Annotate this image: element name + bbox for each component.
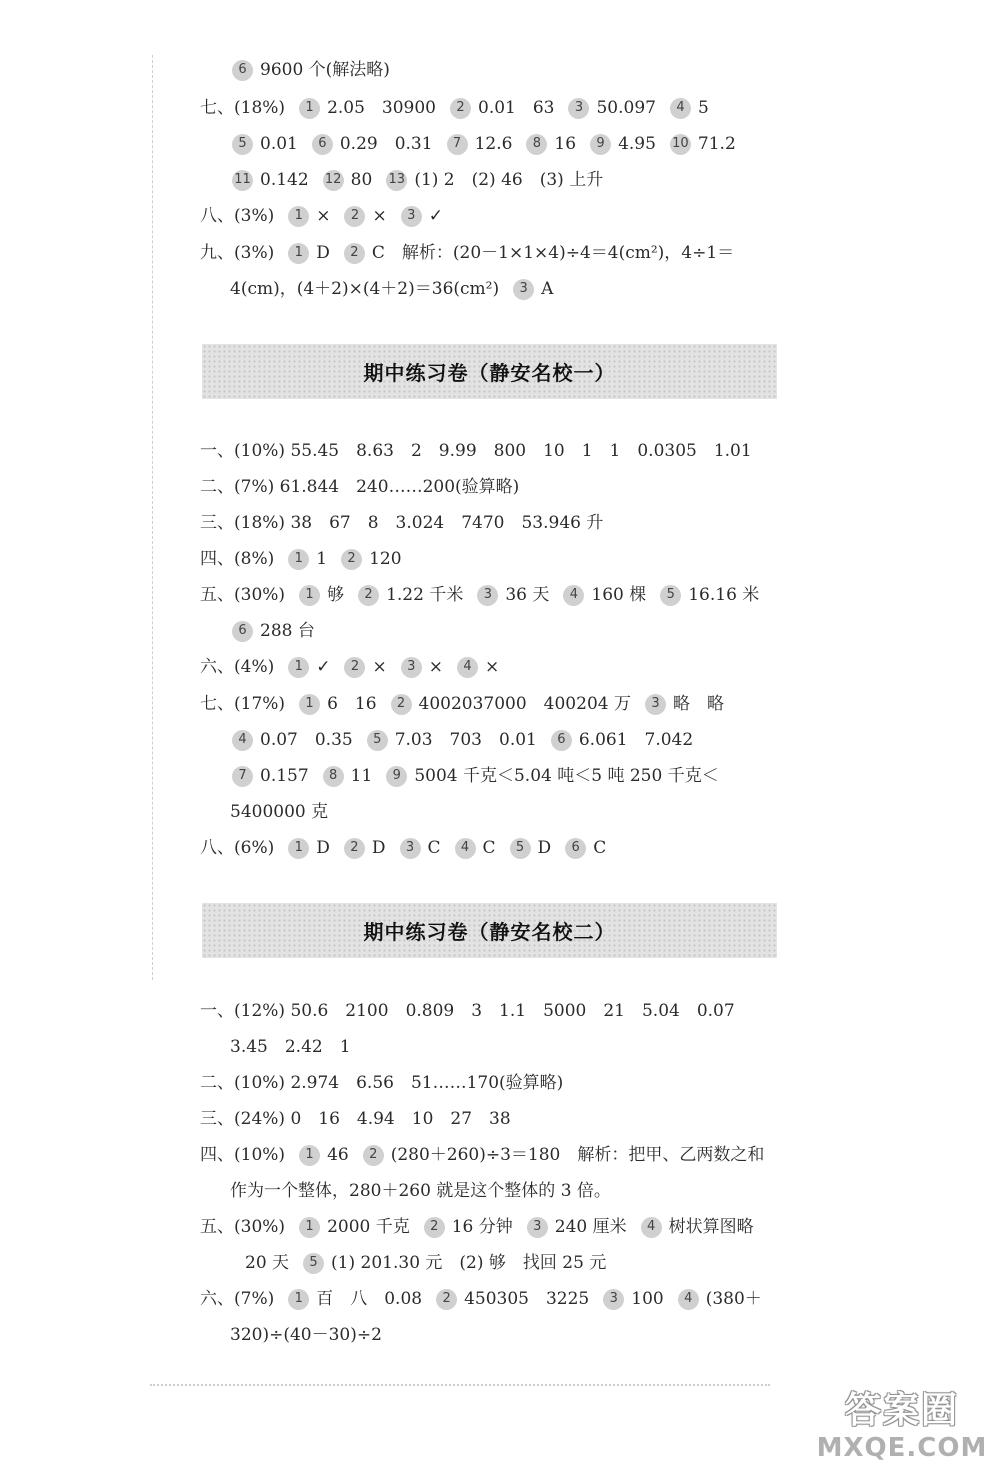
answer-line [200, 204, 443, 228]
question-number-badge: 9 [386, 766, 407, 787]
answer-text: 七、(17%) [200, 694, 286, 714]
answer-line [200, 475, 519, 499]
answer-text: 四、(10%) [200, 1145, 286, 1165]
answer-text: 50.097 [596, 98, 656, 118]
question-number-badge: 2 [344, 657, 365, 678]
answer-line [230, 132, 736, 156]
answer-text: 九、(3%) [200, 243, 275, 263]
answer-line [200, 1215, 754, 1239]
answer-line [200, 511, 603, 535]
question-number-badge: 2 [344, 243, 365, 264]
question-number-badge: 2 [436, 1289, 457, 1310]
section-title-banner [202, 344, 777, 399]
answer-text: 6 16 [327, 694, 377, 714]
question-number-badge: 2 [341, 549, 362, 570]
question-number-badge: 1 [288, 206, 309, 227]
answer-line [230, 764, 719, 788]
answer-text: D [537, 838, 552, 858]
answer-text: 4(cm)，(4＋2)×(4＋2)＝36(cm²) [230, 279, 500, 299]
question-number-badge: 1 [288, 1289, 309, 1310]
answer-text: 百 八 0.08 [316, 1289, 423, 1309]
answer-text: 12.6 [474, 134, 513, 154]
question-number-badge: 1 [288, 243, 309, 264]
answer-text: D [371, 838, 386, 858]
answer-line [230, 619, 315, 643]
answer-text: 作为一个整体，280＋260 就是这个整体的 3 倍。 [230, 1181, 611, 1201]
answer-text: (380＋ [705, 1289, 762, 1309]
question-number-badge: 10 [670, 134, 691, 155]
question-number-badge: 2 [450, 98, 471, 119]
question-number-badge: 1 [299, 694, 320, 715]
question-number-badge: 5 [660, 585, 681, 606]
question-number-badge: 4 [678, 1289, 699, 1310]
question-number-badge: 2 [358, 585, 379, 606]
question-number-badge: 5 [232, 134, 253, 155]
answer-text: × [428, 657, 443, 677]
answer-line [230, 728, 693, 752]
question-number-badge: 11 [232, 170, 253, 191]
answer-line [200, 1107, 511, 1131]
answer-line [245, 1251, 606, 1275]
question-number-badge: 2 [344, 206, 365, 227]
answer-text: 4.95 [618, 134, 656, 154]
answer-line [230, 277, 553, 301]
answer-text: 16.16 米 [688, 585, 760, 605]
question-number-badge: 6 [232, 621, 253, 642]
answer-line [200, 655, 499, 679]
question-number-badge: 12 [323, 170, 344, 191]
answer-text: × [372, 657, 387, 677]
answer-text: 36 天 [505, 585, 550, 605]
question-number-badge: 1 [299, 585, 320, 606]
question-number-badge: 3 [477, 585, 498, 606]
question-number-badge: 8 [526, 134, 547, 155]
question-number-badge: 2 [391, 694, 412, 715]
question-number-badge: 3 [568, 98, 589, 119]
question-number-badge: 5 [303, 1253, 324, 1274]
question-number-badge: 6 [232, 60, 253, 81]
answer-text: ✓ [428, 206, 443, 226]
question-number-badge: 1 [288, 657, 309, 678]
answer-text: C 解析：(20－1×1×4)÷4＝4(cm²)，4÷1＝ [371, 243, 735, 263]
answer-line [200, 836, 606, 860]
question-number-badge: 7 [447, 134, 468, 155]
answer-line [230, 168, 603, 192]
answer-line [200, 583, 759, 607]
answer-text: × [372, 206, 387, 226]
bottom-divider [150, 1384, 770, 1386]
watermark-url: MXQE.COM [816, 1433, 988, 1463]
answer-text: 七、(18%) [200, 98, 286, 118]
question-number-badge: 6 [312, 134, 333, 155]
answer-text: 五、(30%) [200, 585, 286, 605]
answer-text: (1) 2 (2) 46 (3) 上升 [414, 170, 604, 190]
question-number-badge: 1 [288, 549, 309, 570]
answer-text: × [484, 657, 500, 677]
answer-text: (280＋260)÷3＝180 解析：把甲、乙两数之和 [390, 1145, 765, 1165]
question-number-badge: 4 [457, 657, 478, 678]
question-number-badge: 1 [299, 1217, 320, 1238]
question-number-badge: 3 [603, 1289, 624, 1310]
answer-line [200, 547, 402, 571]
answer-text: 5 [697, 98, 709, 118]
question-number-badge: 3 [400, 838, 421, 859]
answer-text: C [427, 838, 441, 858]
question-number-badge: 1 [288, 838, 309, 859]
answer-text: 八、(6%) [200, 838, 275, 858]
answer-text: D [316, 838, 330, 858]
answer-text: 7.03 703 0.01 [394, 730, 537, 750]
answer-text: 略 略 [672, 694, 724, 714]
question-number-badge: 5 [510, 838, 531, 859]
answer-line [230, 1323, 382, 1347]
answer-line [200, 96, 709, 120]
question-number-badge: 3 [645, 694, 666, 715]
question-number-badge: 2 [344, 838, 365, 859]
answer-text: 一、(10%) 55.45 8.63 2 9.99 800 10 1 1 0.0305 1.01 [200, 441, 752, 461]
question-number-badge: 1 [299, 98, 320, 119]
watermark [812, 1382, 992, 1464]
answer-text: A [541, 279, 554, 299]
answer-text: 3.45 2.42 1 [230, 1037, 351, 1057]
answer-text: (1) 201.30 元 (2) 够 找回 25 元 [331, 1253, 607, 1273]
margin-guide-line [152, 55, 153, 980]
question-number-badge: 3 [527, 1217, 548, 1238]
answer-text: 0.29 0.31 [339, 134, 433, 154]
answer-text: 四、(8%) [200, 549, 275, 569]
answer-text: 六、(4%) [200, 657, 275, 677]
answer-text: C [482, 838, 496, 858]
answer-line [200, 1071, 563, 1095]
answer-text: 9600 个(解法略) [260, 60, 390, 80]
answer-text: 0.142 [260, 170, 309, 190]
answer-line [200, 999, 735, 1023]
answer-text: 八、(3%) [200, 206, 275, 226]
answer-line [200, 1287, 762, 1311]
answer-text: 80 [350, 170, 373, 190]
answer-text: 树状算图略 [668, 1217, 754, 1237]
question-number-badge: 6 [565, 838, 586, 859]
question-number-badge: 4 [232, 730, 253, 751]
answer-text: 1.22 千米 [386, 585, 464, 605]
answer-text: 一、(12%) 50.6 2100 0.809 3 1.1 5000 21 5.04 0.07 [200, 1001, 735, 1021]
question-number-badge: 5 [367, 730, 388, 751]
section-title-banner [202, 903, 777, 958]
watermark-logo: 答案圈 [844, 1390, 959, 1431]
answer-text: 16 [554, 134, 577, 154]
answer-text: 5400000 克 [230, 802, 329, 822]
answer-line [230, 58, 390, 82]
answer-text: × [316, 206, 331, 226]
question-number-badge: 4 [641, 1217, 662, 1238]
question-number-badge: 9 [590, 134, 611, 155]
answer-line [200, 1143, 764, 1167]
answer-text: D [316, 243, 330, 263]
answer-text: 46 [327, 1145, 349, 1165]
answer-text: 0.01 [260, 134, 298, 154]
answer-text: 450305 3225 [464, 1289, 590, 1309]
question-number-badge: 3 [401, 657, 422, 678]
answer-text: 2.05 30900 [327, 98, 436, 118]
answer-text: 16 分钟 [451, 1217, 513, 1237]
question-number-badge: 2 [363, 1145, 384, 1166]
answer-text: 320)÷(40－30)÷2 [230, 1325, 382, 1345]
answer-text: 20 天 [245, 1253, 290, 1273]
answer-text: C [593, 838, 607, 858]
section-title: 期中练习卷（静安名校一） [363, 361, 616, 385]
answer-text: 0.07 0.35 [260, 730, 353, 750]
question-number-badge: 4 [670, 98, 691, 119]
answer-text: 2000 千克 [327, 1217, 410, 1237]
answer-line [200, 692, 724, 716]
question-number-badge: 3 [401, 206, 422, 227]
answer-text: 120 [369, 549, 402, 569]
question-number-badge: 13 [386, 170, 407, 191]
answer-text: 1 [316, 549, 328, 569]
question-number-badge: 8 [323, 766, 344, 787]
answer-text: 0.157 [260, 766, 309, 786]
question-number-badge: 1 [299, 1145, 320, 1166]
answer-text: 6.061 7.042 [578, 730, 694, 750]
question-number-badge: 4 [455, 838, 476, 859]
answer-line [230, 1035, 351, 1059]
answer-text: 160 棵 [591, 585, 647, 605]
answer-text: 二、(10%) 2.974 6.56 51……170(验算略) [200, 1073, 564, 1093]
answer-text: 71.2 [697, 134, 736, 154]
answer-line [230, 1179, 611, 1203]
answer-text: 240 厘米 [554, 1217, 627, 1237]
question-number-badge: 4 [563, 585, 584, 606]
answer-text: 六、(7%) [200, 1289, 275, 1309]
answer-text: 0.01 63 [478, 98, 555, 118]
answer-text: 5004 千克＜5.04 吨＜5 吨 250 千克＜ [414, 766, 719, 786]
answer-line [200, 439, 752, 463]
answer-text: 288 台 [260, 621, 315, 641]
answer-text: 11 [350, 766, 373, 786]
answer-text: ✓ [316, 657, 331, 677]
answer-line [230, 800, 328, 824]
question-number-badge: 2 [424, 1217, 445, 1238]
question-number-badge: 6 [551, 730, 572, 751]
answer-text: 100 [631, 1289, 664, 1309]
section-title: 期中练习卷（静安名校二） [363, 920, 616, 944]
answer-text: 二、(7%) 61.844 240……200(验算略) [200, 477, 520, 497]
answer-text: 够 [327, 585, 345, 605]
question-number-badge: 3 [513, 279, 534, 300]
answer-line [200, 241, 734, 265]
answer-text: 三、(24%) 0 16 4.94 10 27 38 [200, 1109, 511, 1129]
answer-text: 五、(30%) [200, 1217, 286, 1237]
question-number-badge: 7 [232, 766, 253, 787]
answer-text: 4002037000 400204 万 [418, 694, 631, 714]
answer-text: 三、(18%) 38 67 8 3.024 7470 53.946 升 [200, 513, 604, 533]
